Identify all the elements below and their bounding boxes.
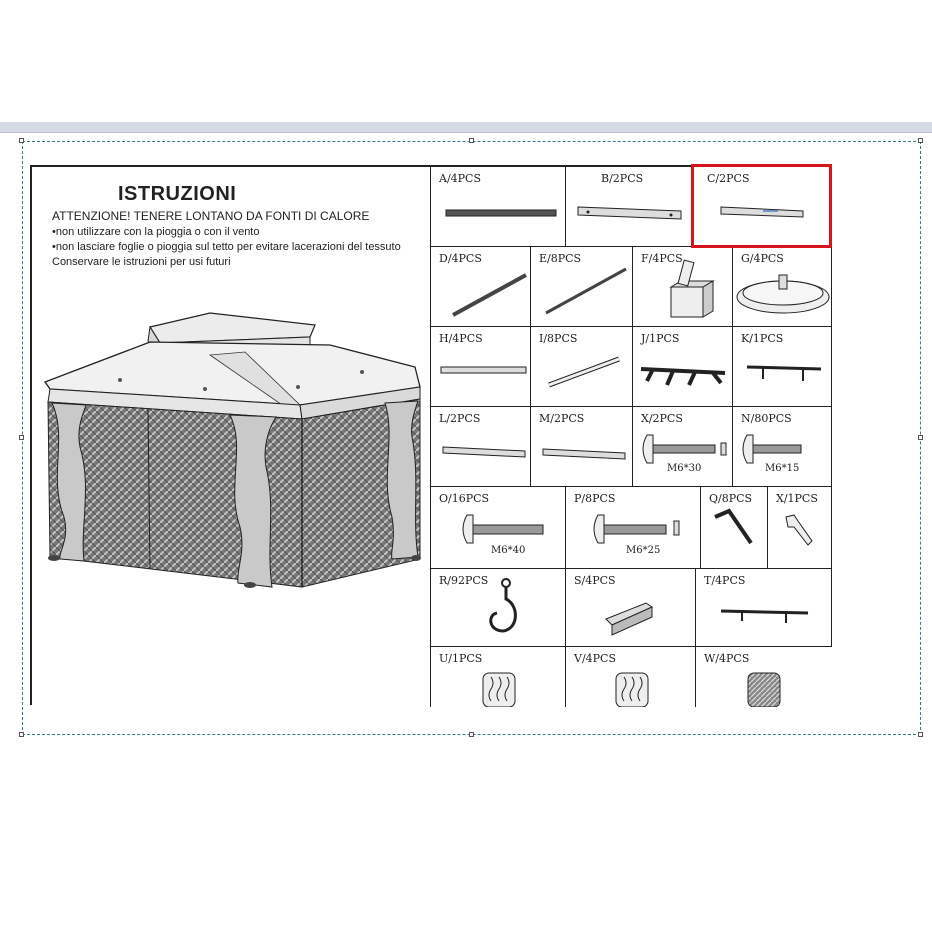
part-label: E/8PCS <box>539 252 582 265</box>
bolt-size: M6*30 <box>667 463 702 474</box>
part-cell-v <box>565 647 695 707</box>
instructions-title: ISTRUZIONI <box>118 183 237 205</box>
part-label: U/1PCS <box>439 652 483 665</box>
bar-icon <box>431 407 531 487</box>
part-label: X/1PCS <box>776 492 818 505</box>
part-cell-x-wrench <box>767 487 832 569</box>
part-label: K/1PCS <box>741 332 784 345</box>
bolt-icon <box>566 487 701 569</box>
part-cell-n <box>732 407 832 487</box>
part-cell-l <box>430 407 530 487</box>
pole-icon <box>531 247 633 327</box>
part-label: I/8PCS <box>539 332 578 345</box>
part-label: L/2PCS <box>439 412 481 425</box>
rod-icon <box>531 327 633 407</box>
resize-handle-tl[interactable] <box>19 138 24 143</box>
part-cell-b <box>565 167 692 247</box>
curtain-icon <box>566 647 696 707</box>
beam-icon <box>566 167 693 247</box>
bolt-size: M6*15 <box>765 463 800 474</box>
part-label: S/4PCS <box>574 574 616 587</box>
net-panel-icon <box>696 647 833 707</box>
part-cell-e <box>530 247 632 327</box>
part-label: R/92PCS <box>439 574 489 587</box>
rod-icon <box>431 167 566 247</box>
part-cell-f <box>632 247 732 327</box>
note-keep-instructions: Conservare le istruzioni per usi futuri <box>52 256 231 268</box>
part-label: F/4PCS <box>641 252 683 265</box>
bolt-size: M6*40 <box>491 545 526 556</box>
rail-icon <box>696 569 833 647</box>
wrench-icon <box>768 487 833 569</box>
part-cell-o <box>430 487 565 569</box>
toolbar-strip <box>0 122 932 132</box>
part-label: H/4PCS <box>439 332 483 345</box>
note-leaves-roof: •non lasciare foglie o pioggia sul tetto per evitare lacerazioni del tessuto <box>52 241 401 253</box>
part-label: N/80PCS <box>741 412 792 425</box>
hex-key-icon <box>701 487 768 569</box>
part-label: M/2PCS <box>539 412 585 425</box>
part-label: X/2PCS <box>641 412 683 425</box>
part-cell-x-bolt <box>632 407 732 487</box>
part-cell-i <box>530 327 632 407</box>
bolt-icon <box>733 407 833 487</box>
part-cell-j <box>632 327 732 407</box>
part-cell-w <box>695 647 832 707</box>
bar-icon <box>431 327 531 407</box>
part-cell-u <box>430 647 565 707</box>
resize-handle-tr[interactable] <box>918 138 923 143</box>
channel-bracket-icon <box>566 569 696 647</box>
part-cell-h <box>430 327 530 407</box>
part-cell-k <box>732 327 832 407</box>
resize-handle-bc[interactable] <box>469 732 474 737</box>
part-cell-d <box>430 247 530 327</box>
hanger-icon <box>633 327 733 407</box>
resize-handle-ml[interactable] <box>19 435 24 440</box>
gazebo-illustration <box>40 307 430 597</box>
part-label: V/4PCS <box>574 652 617 665</box>
part-cell-g <box>732 247 832 327</box>
base-plate-icon <box>733 247 833 327</box>
instructions-panel <box>30 165 430 705</box>
bolt-icon <box>633 407 733 487</box>
part-label: W/4PCS <box>704 652 750 665</box>
part-label: C/2PCS <box>707 172 750 185</box>
hook-icon <box>431 569 566 647</box>
part-cell-t <box>695 569 832 647</box>
curtain-icon <box>431 647 566 707</box>
toolbar-divider <box>0 132 932 133</box>
resize-handle-tc[interactable] <box>469 138 474 143</box>
rail-icon <box>733 327 833 407</box>
bolt-icon <box>431 487 566 569</box>
part-cell-p <box>565 487 700 569</box>
part-cell-r <box>430 569 565 647</box>
part-label: D/4PCS <box>439 252 482 265</box>
highlight-box-part-c <box>691 164 832 248</box>
pole-icon <box>431 247 531 327</box>
part-label: A/4PCS <box>439 172 482 185</box>
part-cell-m <box>530 407 632 487</box>
part-label: P/8PCS <box>574 492 616 505</box>
part-label: G/4PCS <box>741 252 784 265</box>
part-label: B/2PCS <box>601 172 644 185</box>
resize-handle-bl[interactable] <box>19 732 24 737</box>
part-cell-q <box>700 487 767 569</box>
part-label: T/4PCS <box>704 574 746 587</box>
part-cell-a <box>430 167 565 247</box>
part-label: Q/8PCS <box>709 492 753 505</box>
part-label: J/1PCS <box>641 332 680 345</box>
warning-text: ATTENZIONE! TENERE LONTANO DA FONTI DI CALORE <box>52 209 370 223</box>
part-cell-s <box>565 569 695 647</box>
bracket-icon <box>633 247 733 327</box>
part-label: O/16PCS <box>439 492 490 505</box>
bar-icon <box>531 407 633 487</box>
note-rain-wind: •non utilizzare con la pioggia o con il vento <box>52 226 260 238</box>
bolt-size: M6*25 <box>626 545 661 556</box>
resize-handle-br[interactable] <box>918 732 923 737</box>
resize-handle-mr[interactable] <box>918 435 923 440</box>
